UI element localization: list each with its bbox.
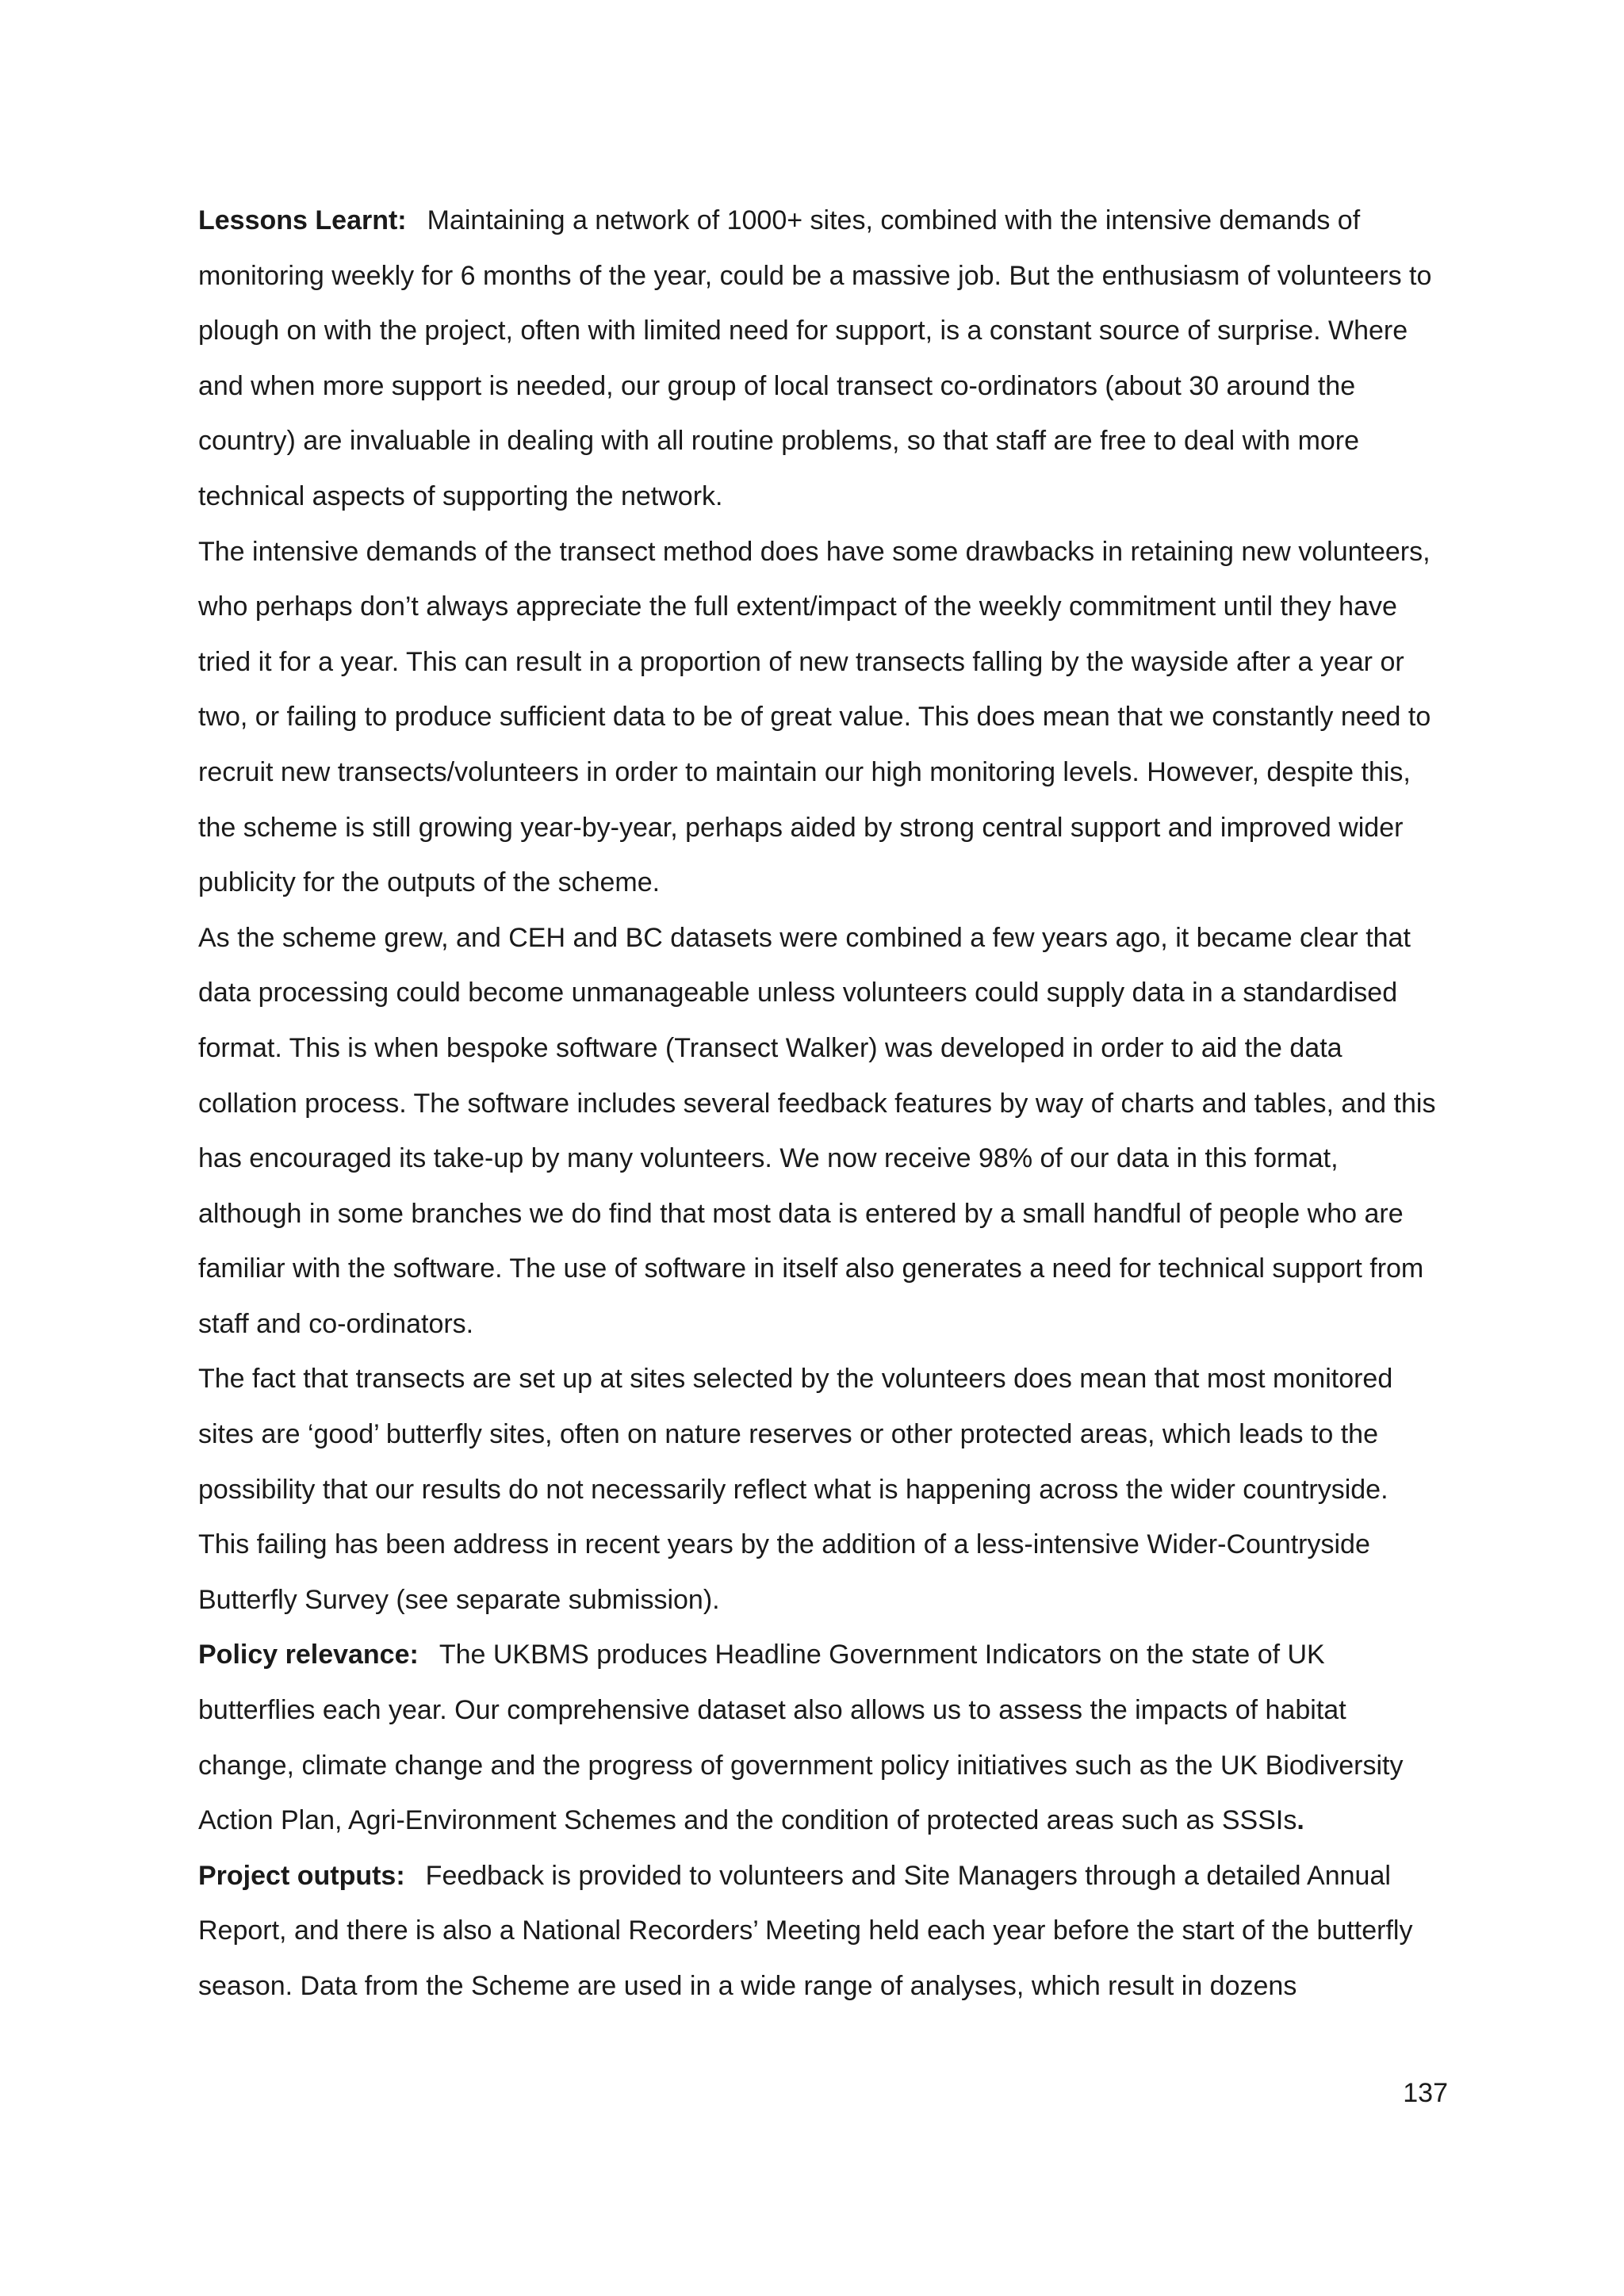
lessons-learnt-heading: Lessons Learnt: bbox=[198, 205, 407, 235]
policy-relevance-text: The UKBMS produces Headline Government Indicators on the state of UK butterflies each year. Our comprehensive dataset also allows us to assess the impacts of habitat change, climate change and the progress of government policy initiatives such as the UK Biodiversity Action Plan, Agri-Environment Schemes and the condition of protected areas such as SSSIs bbox=[198, 1640, 1404, 1836]
policy-relevance-end-mark: . bbox=[1297, 1805, 1304, 1836]
site-selection-paragraph: The fact that transects are set up at sites selected by the volunteers does mean that most monitored sites are ‘good’ butterfly sites, often on nature reserves or other protected areas, which leads to the possibility that our results do not necessarily reflect what is happening across the wider countryside. This failing has been address in recent years by the addition of a less-intensive Wider-Countryside Butterfly Survey (see separate submission). bbox=[198, 1364, 1393, 1615]
page-number: 137 bbox=[1403, 2078, 1448, 2108]
policy-relevance-heading: Policy relevance: bbox=[198, 1640, 419, 1670]
lessons-learnt-paragraph bbox=[198, 193, 1443, 525]
transect-demands-paragraph: The intensive demands of the transect method does have some drawbacks in retaining new volunteers, who perhaps don’t always appreciate the full extent/impact of the weekly commitment until they have tried it for a year. This can result in a proportion of new transects falling by the wayside after a year or two, or failing to produce sufficient data to be of great value. This does mean that we constantly need to recruit new transects/volunteers in order to maintain our high monitoring levels. However, despite this, the scheme is still growing year-by-year, perhaps aided by strong central support and improved wider publicity for the outputs of the scheme. bbox=[198, 536, 1431, 898]
project-outputs-heading: Project outputs: bbox=[198, 1860, 405, 1891]
project-outputs-paragraph bbox=[198, 1849, 1443, 2015]
policy-relevance-paragraph bbox=[198, 1628, 1443, 1848]
body-text bbox=[198, 193, 1443, 2015]
data-processing-paragraph: As the scheme grew, and CEH and BC datasets were combined a few years ago, it became clear that data processing could become unmanageable unless volunteers could supply data in a standardised format. This is when bespoke software (Transect Walker) was developed in order to aid the data collation process. The software includes several feedback features by way of charts and tables, and this has encouraged its take-up by many volunteers. We now receive 98% of our data in this format, although in some branches we do find that most data is entered by a small handful of people who are familiar with the software. The use of software in itself also generates a need for technical support from staff and co-ordinators. bbox=[198, 922, 1436, 1339]
project-outputs-text: Feedback is provided to volunteers and Site Managers through a detailed Annual Report, and there is also a National Recorders’ Meeting held each year before the start of the butterfly season. Data from the Scheme are used in a wide range of analyses, which result in dozens bbox=[198, 1860, 1413, 2001]
lessons-learnt-text: Maintaining a network of 1000+ sites, combined with the intensive demands of monitoring weekly for 6 months of the year, could be a massive job. But the enthusiasm of volunteers to plough on with the project, often with limited need for support, is a constant source of surprise. Where and when more support is needed, our group of local transect co-ordinators (about 30 around the country) are invaluable in dealing with all routine problems, so that staff are free to deal with more technical aspects of supporting the network. bbox=[198, 205, 1432, 511]
